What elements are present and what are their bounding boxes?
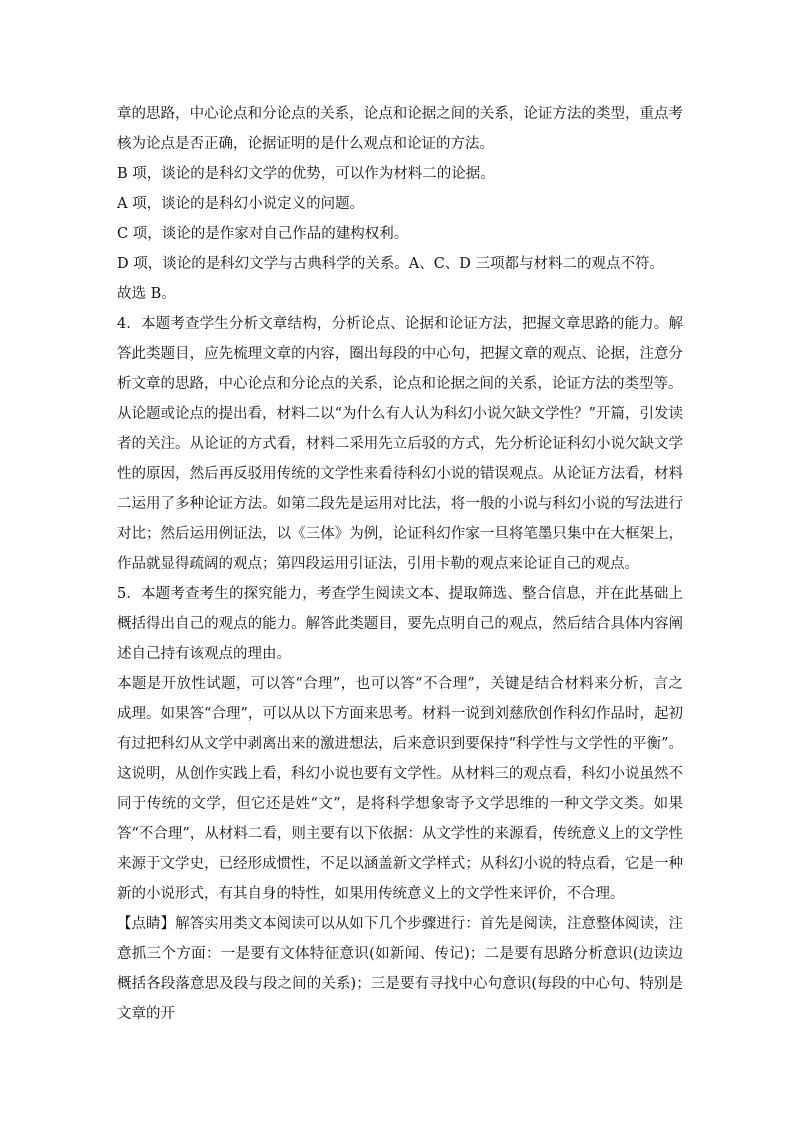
dianjing-text: 解答实用类文本阅读可以从如下几个步骤进行：首先是阅读，注意整体阅读，注意抓三个方面：一是要有文体特征意识(如新闻、传记)；二是要有思路分析意识(边读边概括各段落意思及段与段之间的关系)；三是要有寻找中心句意识(每段的中心句、特别是文章的开: [117, 916, 684, 1022]
paragraph-option-b: B 项，谈论的是科幻文学的优势，可以作为材料二的论据。: [117, 166, 495, 182]
paragraph-option-d: D 项，谈论的是科幻文学与古典科学的关系。A、C、D 三项都与材料二的观点不符。: [117, 256, 665, 272]
dianjing-tag: 【点睛】: [117, 916, 176, 932]
paragraph-answer: 故选 B。: [117, 286, 176, 302]
paragraph-option-a: A 项，谈论的是科幻小说定义的问题。: [117, 196, 365, 212]
paragraph-dianjing: [117, 909, 683, 1029]
paragraph-option-c: C 项，谈论的是作家对自己作品的建构权利。: [117, 226, 409, 242]
paragraph-question-4-analysis: 从论题或论点的提出看，材料二以“为什么有人认为科幻小说欠缺文学性？”开篇，引发读者的关注。从论证的方式看，材料二采用先立后驳的方式，先分析论证科幻小说欠缺文学性的原因，然后再反驳用传统的文学性来看待科幻小说的错误观点。从论证方法看，材料二运用了多种论证方法。如第二段先是运用对比法，将一般的小说与科幻小说的写法进行对比；然后运用例证法，以《三体》为例，论证科幻作家一旦将笔墨只集中在大框架上，作品就显得疏阔的观点；第四段运用引证法，引用卡勒的观点来论证自己的观点。: [117, 406, 683, 572]
paragraph-continued-analysis: 章的思路，中心论点和分论点的关系，论点和论据之间的关系，论证方法的类型，重点考核为论点是否正确，论据证明的是什么观点和论证的方法。: [117, 106, 683, 152]
paragraph-question-4: 4．本题考查学生分析文章结构，分析论点、论据和论证方法，把握文章思路的能力。解答此类题目，应先梳理文章的内容，圈出每段的中心句，把握文章的观点、论据，注意分析文章的思路，中心论点和分论点的关系，论点和论据之间的关系，论证方法的类型等。: [117, 316, 683, 392]
paragraph-question-5: 5．本题考查考生的探究能力，考查学生阅读文本、提取筛选、整合信息，并在此基础上概括得出自己的观点的能力。解答此类题目，要先点明自己的观点，然后结合具体内容阐述自己持有该观点的理由。: [117, 586, 683, 662]
paragraph-question-5-analysis: 本题是开放性试题，可以答“合理”，也可以答“不合理”，关键是结合材料来分析，言之成理。如果答“合理”，可以从以下方面来思考。材料一说到刘慈欣创作科幻作品时，起初有过把科幻从文学中剥离出来的激进想法，后来意识到要保持“科学性与文学性的平衡”。这说明，从创作实践上看，科幻小说也要有文学性。从材料三的观点看，科幻小说虽然不同于传统的文学，但它还是姓“文”，是将科学想象寄予文学思维的一种文学文类。如果答“不合理”，从材料二看，则主要有以下依据：从文学性的来源看，传统意义上的文学性来源于文学史，已经形成惯性，不足以涵盖新文学样式；从科幻小说的特点看，它是一种新的小说形式，有其自身的特性，如果用传统意义上的文学性来评价，不合理。: [117, 676, 683, 902]
document-page: [117, 99, 683, 1029]
